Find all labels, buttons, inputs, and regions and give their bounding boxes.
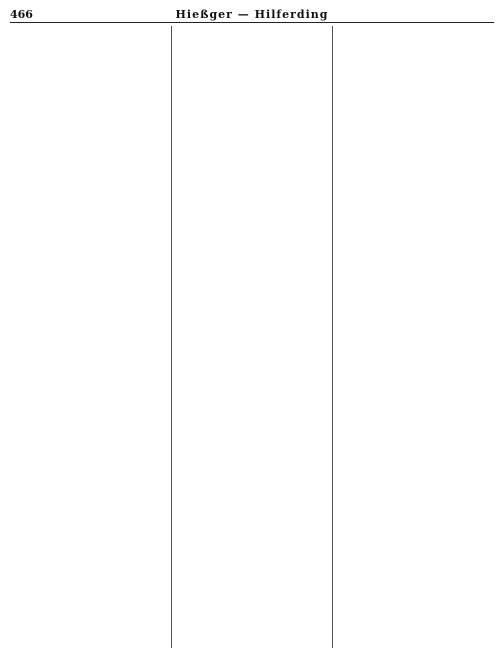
running-title	[10, 8, 494, 21]
running-title-first-entry: Hießger	[175, 8, 233, 21]
running-title-last-entry: Hilferding	[254, 8, 329, 21]
column-left	[10, 26, 171, 648]
entry-columns	[10, 26, 494, 648]
column-right	[332, 26, 494, 648]
page-number: 466	[10, 8, 33, 21]
running-title-separator: —	[237, 8, 250, 21]
running-head	[10, 8, 494, 23]
column-middle	[171, 26, 333, 648]
